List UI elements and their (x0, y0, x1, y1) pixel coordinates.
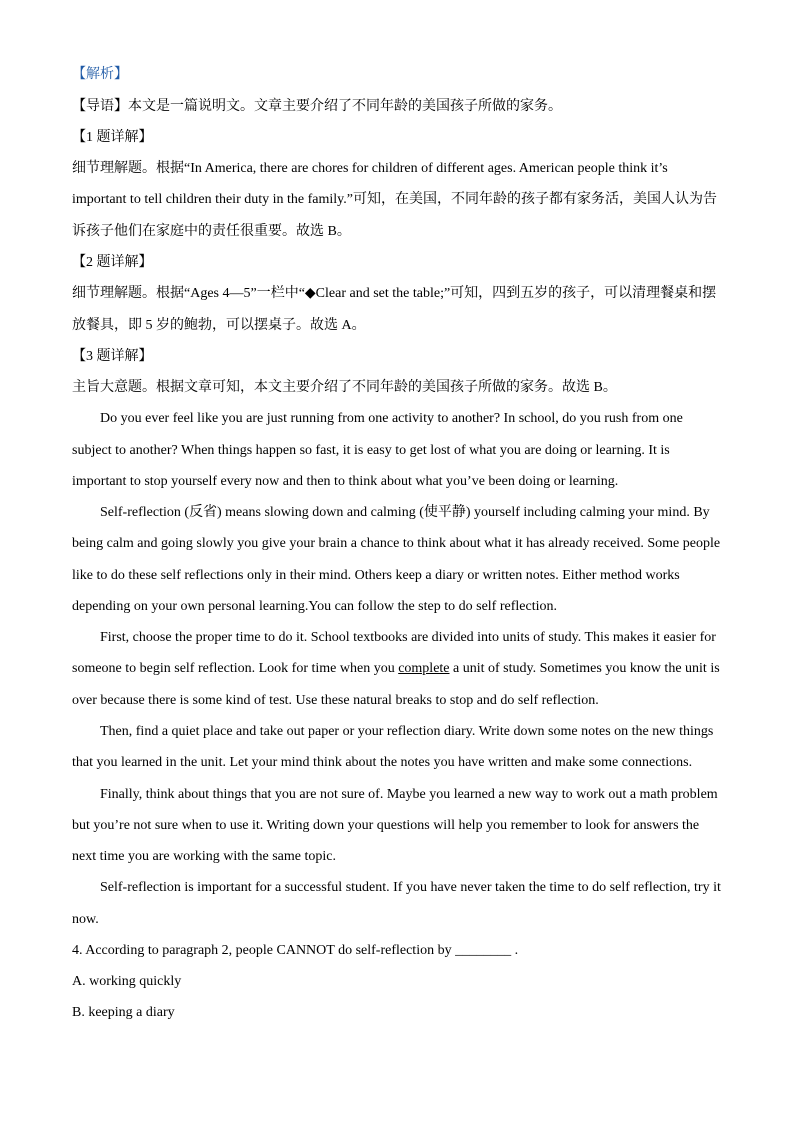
passage-text: someone to begin self reflection. Look for time when you (72, 661, 399, 677)
passage-line (72, 653, 722, 684)
passage-text: a unit of study. Sometimes you know the unit is (449, 661, 720, 677)
explanation-3 (72, 341, 722, 404)
explanation-line: 细节理解题。根据“Ages 4—5”一栏中“◆Clear and set the table;”可知，四到五岁的孩子，可以清理餐桌和摆 (72, 286, 717, 302)
passage-line: but you’re not sure when to use it. Writing down your questions will help you remember to look for answers the (72, 817, 700, 833)
passage-line: First, choose the proper time to do it. School textbooks are divided into units of study. This makes it easier for (100, 630, 716, 646)
passage-line: Then, find a quiet place and take out paper or your reflection diary. Write down some notes on the new things (100, 723, 714, 739)
underlined-word: complete (398, 661, 450, 677)
passage-line: Self-reflection is important for a successful student. If you have never taken the time to do self reflection, try it (100, 880, 721, 896)
passage-line: like to do these self reflections only in their mind. Others keep a diary or written notes. Either method works (72, 567, 680, 583)
passage-line: subject to another? When things happen so fast, it is easy to get lost of what you are doing or learning. It is (72, 442, 670, 458)
explanation-line: 放餐具，即 5 岁的鲍勃，可以摆桌子。故选 A。 (72, 317, 366, 333)
question-4 (72, 935, 722, 1029)
document-page (72, 59, 722, 1028)
passage-line: Self-reflection (反省) means slowing down and calming (使平静) yourself including calming your mind. By (100, 505, 710, 521)
passage-paragraph-1 (72, 403, 722, 497)
passage-paragraph-2 (72, 497, 722, 622)
explanation-line: 诉孩子他们在家庭中的责任很重要。故选 B。 (72, 223, 351, 239)
passage-paragraph-6 (72, 872, 722, 935)
explanation-heading: 【3 题详解】 (72, 348, 153, 364)
explanation-heading: 【2 题详解】 (72, 254, 153, 270)
analysis-heading: 【解析】 (72, 67, 128, 83)
passage-line: important to stop yourself every now and then to think about what you’ve been doing or learning. (72, 473, 619, 489)
passage-paragraph-4 (72, 716, 722, 779)
passage-line: being calm and going slowly you give your brain a chance to think about what it has already received. Some people (72, 536, 721, 552)
question-stem: 4. According to paragraph 2, people CANNOT do self-reflection by ________ . (72, 942, 519, 958)
explanation-1 (72, 122, 722, 247)
explanation-line: important to tell children their duty in the family.”可知，在美国，不同年龄的孩子都有家务活，美国人认为告 (72, 192, 717, 208)
explanation-line: 主旨大意题。根据文章可知，本文主要介绍了不同年龄的美国孩子所做的家务。故选 B。 (72, 380, 617, 396)
passage-line: over because there is some kind of test. Use these natural breaks to stop and do self reflection. (72, 692, 599, 708)
option-a: A. working quickly (72, 974, 182, 990)
explanation-heading: 【1 题详解】 (72, 129, 153, 145)
passage-line: Do you ever feel like you are just running from one activity to another? In school, do you rush from one (100, 411, 683, 427)
explanation-line: 细节理解题。根据“In America, there are chores for children of different ages. American people think it’s (72, 161, 668, 177)
passage-line: Finally, think about things that you are not sure of. Maybe you learned a new way to work out a math problem (100, 786, 718, 802)
passage-paragraph-5 (72, 779, 722, 873)
passage-line: that you learned in the unit. Let your mind think about the notes you have written and make some connections. (72, 755, 693, 771)
passage-line: next time you are working with the same topic. (72, 849, 336, 865)
passage-paragraph-3 (72, 622, 722, 716)
lead-in-line: 【导语】本文是一篇说明文。文章主要介绍了不同年龄的美国孩子所做的家务。 (72, 98, 562, 114)
passage-line: depending on your own personal learning.You can follow the step to do self reflection. (72, 598, 557, 614)
passage-line: now. (72, 911, 99, 927)
option-b: B. keeping a diary (72, 1005, 175, 1021)
explanation-2 (72, 247, 722, 341)
